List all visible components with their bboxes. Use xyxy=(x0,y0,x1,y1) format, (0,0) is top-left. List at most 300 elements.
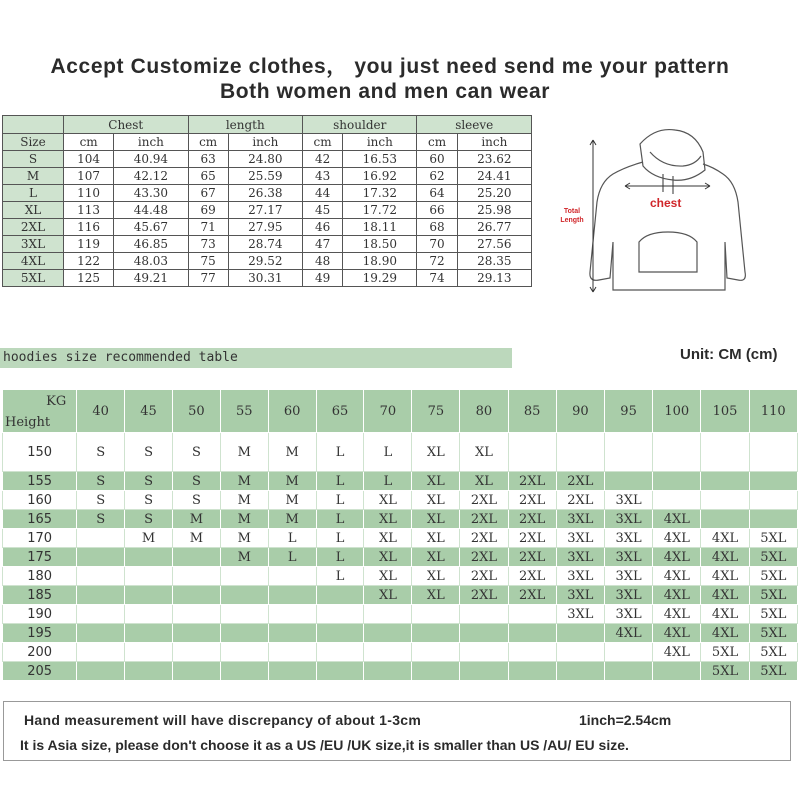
measure-cell: 40.94 xyxy=(114,151,188,168)
size-table-row xyxy=(3,202,532,219)
measure-cell: 27.17 xyxy=(228,202,302,219)
size-recommendation-cell: 2XL xyxy=(508,491,556,510)
measure-cell: 42.12 xyxy=(114,168,188,185)
size-recommendation-cell xyxy=(268,586,316,605)
size-recommendation-cell xyxy=(460,643,508,662)
size-recommendation-cell: 2XL xyxy=(460,567,508,586)
measure-cell: 110 xyxy=(64,185,114,202)
size-recommendation-cell xyxy=(604,643,652,662)
size-recommendation-cell xyxy=(172,586,220,605)
size-recommendation-cell: 4XL xyxy=(653,624,701,643)
measure-cell: 24.41 xyxy=(457,168,531,185)
size-cell: XL xyxy=(3,202,64,219)
size-recommendation-cell xyxy=(172,662,220,681)
size-recommendation-cell: L xyxy=(316,529,364,548)
size-recommendation-cell xyxy=(460,605,508,624)
measure-cell: 44 xyxy=(303,185,343,202)
size-recommendation-cell: 3XL xyxy=(604,491,652,510)
measure-cell: 17.72 xyxy=(343,202,417,219)
size-recommendation-cell xyxy=(220,567,268,586)
size-cell: M xyxy=(3,168,64,185)
unit-header: cm xyxy=(303,134,343,151)
size-recommendation-cell xyxy=(749,433,797,472)
size-recommendation-cell: 2XL xyxy=(460,548,508,567)
size-recommendation-cell: S xyxy=(77,472,125,491)
measure-cell: 49 xyxy=(303,270,343,287)
size-table-row xyxy=(3,236,532,253)
size-recommendation-cell: S xyxy=(125,491,173,510)
size-recommendation-cell xyxy=(172,624,220,643)
size-recommendation-cell xyxy=(508,643,556,662)
recommend-row xyxy=(3,548,798,567)
size-recommendation-cell: 2XL xyxy=(508,586,556,605)
size-recommendation-cell: XL xyxy=(412,433,460,472)
measure-cell: 49.21 xyxy=(114,270,188,287)
unit-header: inch xyxy=(343,134,417,151)
size-recommendation-cell: 5XL xyxy=(749,662,797,681)
size-recommendation-cell xyxy=(701,491,749,510)
size-recommendation-cell: L xyxy=(316,510,364,529)
size-recommendation-cell: M xyxy=(268,491,316,510)
unit-header: cm xyxy=(188,134,228,151)
size-table-row xyxy=(3,270,532,287)
size-recommendation-cell: S xyxy=(125,433,173,472)
size-recommendation-cell: 2XL xyxy=(556,491,604,510)
size-recommendation-cell xyxy=(364,624,412,643)
weight-header: 105 xyxy=(701,390,749,433)
measure-cell: 27.95 xyxy=(228,219,302,236)
size-recommendation-cell: XL xyxy=(364,548,412,567)
size-recommendation-cell: M xyxy=(220,433,268,472)
size-recommendation-cell xyxy=(268,624,316,643)
weight-header: 110 xyxy=(749,390,797,433)
size-recommendation-cell xyxy=(172,567,220,586)
size-recommendation-cell xyxy=(653,472,701,491)
unit-header: inch xyxy=(114,134,188,151)
size-recommendation-cell: XL xyxy=(412,586,460,605)
size-recommendation-cell xyxy=(77,529,125,548)
size-cell: L xyxy=(3,185,64,202)
measure-cell: 62 xyxy=(417,168,457,185)
recommend-row xyxy=(3,491,798,510)
measure-cell: 60 xyxy=(417,151,457,168)
size-recommendation-cell: XL xyxy=(412,491,460,510)
size-recommendation-cell xyxy=(701,472,749,491)
size-recommendation-cell: XL xyxy=(412,510,460,529)
size-table-group-header: shoulder xyxy=(303,116,417,134)
size-recommendation-cell: L xyxy=(364,472,412,491)
height-cell: 150 xyxy=(3,433,77,472)
size-table-group-header: sleeve xyxy=(417,116,532,134)
size-column-header: Size xyxy=(3,134,64,151)
measure-cell: 72 xyxy=(417,253,457,270)
measure-cell: 30.31 xyxy=(228,270,302,287)
size-recommendation-cell xyxy=(508,624,556,643)
size-recommendation-cell xyxy=(125,605,173,624)
size-recommendation-cell xyxy=(172,605,220,624)
size-recommendation-cell: M xyxy=(172,529,220,548)
size-recommendation-cell: S xyxy=(172,491,220,510)
size-recommendation-cell: XL xyxy=(364,491,412,510)
size-recommendation-cell: XL xyxy=(412,548,460,567)
measure-cell: 74 xyxy=(417,270,457,287)
measure-cell: 18.90 xyxy=(343,253,417,270)
size-recommendation-cell xyxy=(316,662,364,681)
recommend-row xyxy=(3,624,798,643)
measure-cell: 16.53 xyxy=(343,151,417,168)
size-recommendation-cell: 3XL xyxy=(556,605,604,624)
measure-cell: 27.56 xyxy=(457,236,531,253)
size-recommendation-cell xyxy=(460,624,508,643)
size-table-group-header: Chest xyxy=(64,116,189,134)
height-cell: 205 xyxy=(3,662,77,681)
measure-cell: 29.13 xyxy=(457,270,531,287)
recommend-row xyxy=(3,643,798,662)
measure-cell: 17.32 xyxy=(343,185,417,202)
size-recommendation-cell: 5XL xyxy=(701,662,749,681)
size-recommendation-cell: 2XL xyxy=(556,472,604,491)
measure-cell: 23.62 xyxy=(457,151,531,168)
size-recommendation-cell: 3XL xyxy=(556,567,604,586)
size-recommendation-cell: 4XL xyxy=(653,510,701,529)
height-cell: 165 xyxy=(3,510,77,529)
size-recommendation-cell xyxy=(220,605,268,624)
size-recommendation-cell: XL xyxy=(364,529,412,548)
size-table-unit-row xyxy=(3,134,532,151)
measure-cell: 24.80 xyxy=(228,151,302,168)
size-recommendation-cell xyxy=(653,433,701,472)
size-recommendation-cell xyxy=(364,605,412,624)
size-recommendation-cell: XL xyxy=(364,586,412,605)
size-recommendation-cell: 4XL xyxy=(701,586,749,605)
measure-cell: 48 xyxy=(303,253,343,270)
unit-header: cm xyxy=(64,134,114,151)
size-recommendation-cell xyxy=(316,643,364,662)
recommend-row xyxy=(3,529,798,548)
size-recommendation-cell xyxy=(556,662,604,681)
recommend-row xyxy=(3,567,798,586)
recommend-row xyxy=(3,605,798,624)
size-recommendation-cell: 5XL xyxy=(749,529,797,548)
size-recommendation-cell: 2XL xyxy=(460,586,508,605)
weight-header: 95 xyxy=(604,390,652,433)
size-recommendation-cell: L xyxy=(316,567,364,586)
measure-cell: 75 xyxy=(188,253,228,270)
size-recommendation-cell xyxy=(412,624,460,643)
headline-line-1: Accept Customize clothes， you just need send me your pattern xyxy=(50,55,730,78)
size-recommendation-cell xyxy=(412,662,460,681)
size-recommendation-cell xyxy=(604,472,652,491)
size-recommendation-cell: 2XL xyxy=(508,529,556,548)
size-recommendation-cell: S xyxy=(125,472,173,491)
measure-cell: 69 xyxy=(188,202,228,219)
size-recommendation-cell: 4XL xyxy=(701,624,749,643)
size-recommendation-cell xyxy=(508,605,556,624)
size-recommendation-cell xyxy=(701,510,749,529)
size-recommendation-cell: S xyxy=(77,510,125,529)
weight-header: 60 xyxy=(268,390,316,433)
size-recommendation-cell: 2XL xyxy=(508,472,556,491)
size-recommendation-cell: M xyxy=(220,510,268,529)
size-recommendation-cell xyxy=(220,586,268,605)
size-recommendation-cell: 2XL xyxy=(508,510,556,529)
size-recommendation-cell: XL xyxy=(364,510,412,529)
unit-header: inch xyxy=(457,134,531,151)
size-recommendation-cell xyxy=(556,624,604,643)
weight-header: 65 xyxy=(316,390,364,433)
size-recommendation-cell: 3XL xyxy=(604,567,652,586)
size-recommendation-cell xyxy=(77,586,125,605)
measure-cell: 42 xyxy=(303,151,343,168)
size-recommendation-cell: 5XL xyxy=(749,586,797,605)
weight-header: 45 xyxy=(125,390,173,433)
measure-cell: 68 xyxy=(417,219,457,236)
size-recommendation-cell xyxy=(77,624,125,643)
recommend-table xyxy=(2,389,798,681)
size-recommendation-cell: M xyxy=(220,548,268,567)
table-corner xyxy=(3,390,77,433)
measure-cell: 43 xyxy=(303,168,343,185)
size-recommendation-cell: 3XL xyxy=(556,586,604,605)
inch-conversion: 1inch=2.54cm xyxy=(579,712,672,728)
size-cell: 5XL xyxy=(3,270,64,287)
size-recommendation-cell: L xyxy=(268,529,316,548)
measure-cell: 107 xyxy=(64,168,114,185)
size-recommendation-cell: M xyxy=(220,472,268,491)
size-recommendation-cell: M xyxy=(268,510,316,529)
height-cell: 180 xyxy=(3,567,77,586)
recommend-row xyxy=(3,586,798,605)
size-recommendation-cell: S xyxy=(172,433,220,472)
measure-cell: 16.92 xyxy=(343,168,417,185)
size-table-group-header: length xyxy=(188,116,302,134)
size-recommendation-cell: 3XL xyxy=(604,548,652,567)
measure-cell: 125 xyxy=(64,270,114,287)
size-recommendation-cell xyxy=(604,433,652,472)
size-recommendation-cell xyxy=(268,662,316,681)
size-recommendation-cell: XL xyxy=(460,472,508,491)
size-recommendation-cell xyxy=(508,433,556,472)
size-recommendation-cell xyxy=(556,433,604,472)
measure-cell: 28.74 xyxy=(228,236,302,253)
size-recommendation-cell xyxy=(364,643,412,662)
size-recommendation-cell xyxy=(701,433,749,472)
size-recommendation-cell xyxy=(508,662,556,681)
weight-header: 40 xyxy=(77,390,125,433)
size-recommendation-cell: 5XL xyxy=(749,605,797,624)
size-recommendation-cell: S xyxy=(172,472,220,491)
size-recommendation-cell xyxy=(125,624,173,643)
recommend-row xyxy=(3,510,798,529)
measure-cell: 77 xyxy=(188,270,228,287)
measure-cell: 65 xyxy=(188,168,228,185)
recommend-row xyxy=(3,472,798,491)
size-recommendation-cell xyxy=(125,586,173,605)
weight-header: 80 xyxy=(460,390,508,433)
size-recommendation-cell xyxy=(77,605,125,624)
measure-cell: 18.50 xyxy=(343,236,417,253)
size-recommendation-cell: 4XL xyxy=(653,586,701,605)
size-recommendation-cell: L xyxy=(316,433,364,472)
size-recommendation-cell xyxy=(125,548,173,567)
unit-header: cm xyxy=(417,134,457,151)
size-recommendation-cell: 4XL xyxy=(653,643,701,662)
size-cell: 4XL xyxy=(3,253,64,270)
measure-cell: 46.85 xyxy=(114,236,188,253)
size-recommendation-cell: L xyxy=(364,433,412,472)
size-recommendation-cell xyxy=(460,662,508,681)
footer-notes xyxy=(3,701,791,761)
size-recommendation-cell: M xyxy=(220,529,268,548)
measure-cell: 25.20 xyxy=(457,185,531,202)
weight-header-row xyxy=(3,390,798,433)
measure-cell: 63 xyxy=(188,151,228,168)
size-recommendation-cell: 4XL xyxy=(701,605,749,624)
total-length-label: Total Length xyxy=(560,208,584,224)
size-recommendation-cell xyxy=(77,548,125,567)
size-recommendation-cell: L xyxy=(316,491,364,510)
size-recommendation-cell: 4XL xyxy=(653,529,701,548)
measure-cell: 64 xyxy=(417,185,457,202)
size-table-row xyxy=(3,219,532,236)
size-recommendation-cell xyxy=(412,643,460,662)
size-recommendation-cell xyxy=(268,605,316,624)
size-recommendation-cell xyxy=(220,643,268,662)
headline-line-2: Both women and men can wear xyxy=(219,80,551,103)
height-cell: 190 xyxy=(3,605,77,624)
weight-header: 50 xyxy=(172,390,220,433)
size-chart-table xyxy=(2,115,532,287)
asia-size-note: It is Asia size, please don't choose it as a US /EU /UK size,it is smaller than US /AU/ EU size. xyxy=(20,737,629,753)
size-recommendation-cell xyxy=(316,586,364,605)
size-recommendation-cell: M xyxy=(172,510,220,529)
size-recommendation-cell xyxy=(556,643,604,662)
size-recommendation-cell: 3XL xyxy=(604,529,652,548)
size-recommendation-cell xyxy=(77,643,125,662)
measure-cell: 73 xyxy=(188,236,228,253)
size-recommendation-cell: M xyxy=(268,472,316,491)
size-recommendation-cell xyxy=(268,567,316,586)
size-recommendation-cell: 2XL xyxy=(508,567,556,586)
size-cell: 2XL xyxy=(3,219,64,236)
size-recommendation-cell xyxy=(77,662,125,681)
weight-header: 100 xyxy=(653,390,701,433)
size-recommendation-cell xyxy=(316,624,364,643)
size-recommendation-cell: 4XL xyxy=(701,529,749,548)
size-recommendation-cell: 4XL xyxy=(653,605,701,624)
size-recommendation-cell: 5XL xyxy=(749,548,797,567)
size-recommendation-cell: 5XL xyxy=(749,624,797,643)
size-recommendation-cell: S xyxy=(125,510,173,529)
size-recommendation-cell: XL xyxy=(412,529,460,548)
unit-label: Unit: CM (cm) xyxy=(680,346,778,363)
size-recommendation-cell: 4XL xyxy=(701,548,749,567)
size-recommendation-cell xyxy=(268,643,316,662)
weight-header: 90 xyxy=(556,390,604,433)
size-table-corner xyxy=(3,116,64,134)
measure-cell: 70 xyxy=(417,236,457,253)
height-cell: 200 xyxy=(3,643,77,662)
kg-label: KG xyxy=(46,394,67,409)
size-recommendation-cell xyxy=(749,491,797,510)
size-recommendation-cell: 2XL xyxy=(460,491,508,510)
measure-cell: 25.98 xyxy=(457,202,531,219)
size-recommendation-cell xyxy=(172,643,220,662)
measure-cell: 29.52 xyxy=(228,253,302,270)
measure-cell: 104 xyxy=(64,151,114,168)
height-cell: 185 xyxy=(3,586,77,605)
measure-cell: 43.30 xyxy=(114,185,188,202)
weight-header: 55 xyxy=(220,390,268,433)
measure-cell: 44.48 xyxy=(114,202,188,219)
size-recommendation-cell xyxy=(220,662,268,681)
size-recommendation-cell: 2XL xyxy=(460,510,508,529)
size-table-row xyxy=(3,253,532,270)
size-recommendation-cell xyxy=(316,605,364,624)
size-recommendation-cell: L xyxy=(268,548,316,567)
size-recommendation-cell xyxy=(604,662,652,681)
size-recommendation-cell: 3XL xyxy=(556,510,604,529)
recommend-row xyxy=(3,433,798,472)
size-recommendation-cell: 4XL xyxy=(653,548,701,567)
size-recommendation-cell: 3XL xyxy=(604,586,652,605)
measure-cell: 46 xyxy=(303,219,343,236)
unit-header: inch xyxy=(228,134,302,151)
measure-cell: 122 xyxy=(64,253,114,270)
height-cell: 175 xyxy=(3,548,77,567)
size-recommendation-cell: M xyxy=(125,529,173,548)
size-recommendation-cell: XL xyxy=(364,567,412,586)
size-recommendation-cell xyxy=(220,624,268,643)
measure-cell: 25.59 xyxy=(228,168,302,185)
size-recommendation-cell: 4XL xyxy=(701,567,749,586)
size-recommendation-cell xyxy=(749,510,797,529)
measure-cell: 47 xyxy=(303,236,343,253)
measure-cell: 45.67 xyxy=(114,219,188,236)
size-recommendation-cell: 3XL xyxy=(556,548,604,567)
height-cell: 170 xyxy=(3,529,77,548)
size-recommendation-cell: S xyxy=(77,491,125,510)
measure-cell: 71 xyxy=(188,219,228,236)
size-recommendation-cell xyxy=(125,662,173,681)
measure-cell: 116 xyxy=(64,219,114,236)
size-recommendation-cell xyxy=(125,567,173,586)
size-recommendation-cell xyxy=(653,662,701,681)
measure-cell: 119 xyxy=(64,236,114,253)
size-cell: S xyxy=(3,151,64,168)
weight-header: 85 xyxy=(508,390,556,433)
size-recommendation-cell xyxy=(125,643,173,662)
size-recommendation-cell: XL xyxy=(412,472,460,491)
size-recommendation-cell xyxy=(364,662,412,681)
size-table-row xyxy=(3,185,532,202)
measure-cell: 19.29 xyxy=(343,270,417,287)
measure-cell: 48.03 xyxy=(114,253,188,270)
size-recommendation-cell xyxy=(412,605,460,624)
size-recommendation-cell: 5XL xyxy=(749,567,797,586)
height-cell: 195 xyxy=(3,624,77,643)
size-recommendation-cell: 5XL xyxy=(701,643,749,662)
size-table-row xyxy=(3,168,532,185)
size-recommendation-cell xyxy=(172,548,220,567)
measure-cell: 18.11 xyxy=(343,219,417,236)
size-recommendation-cell: L xyxy=(316,472,364,491)
height-cell: 160 xyxy=(3,491,77,510)
height-cell: 155 xyxy=(3,472,77,491)
size-recommendation-cell: XL xyxy=(412,567,460,586)
size-recommendation-cell: 3XL xyxy=(556,529,604,548)
size-recommendation-cell: XL xyxy=(460,433,508,472)
